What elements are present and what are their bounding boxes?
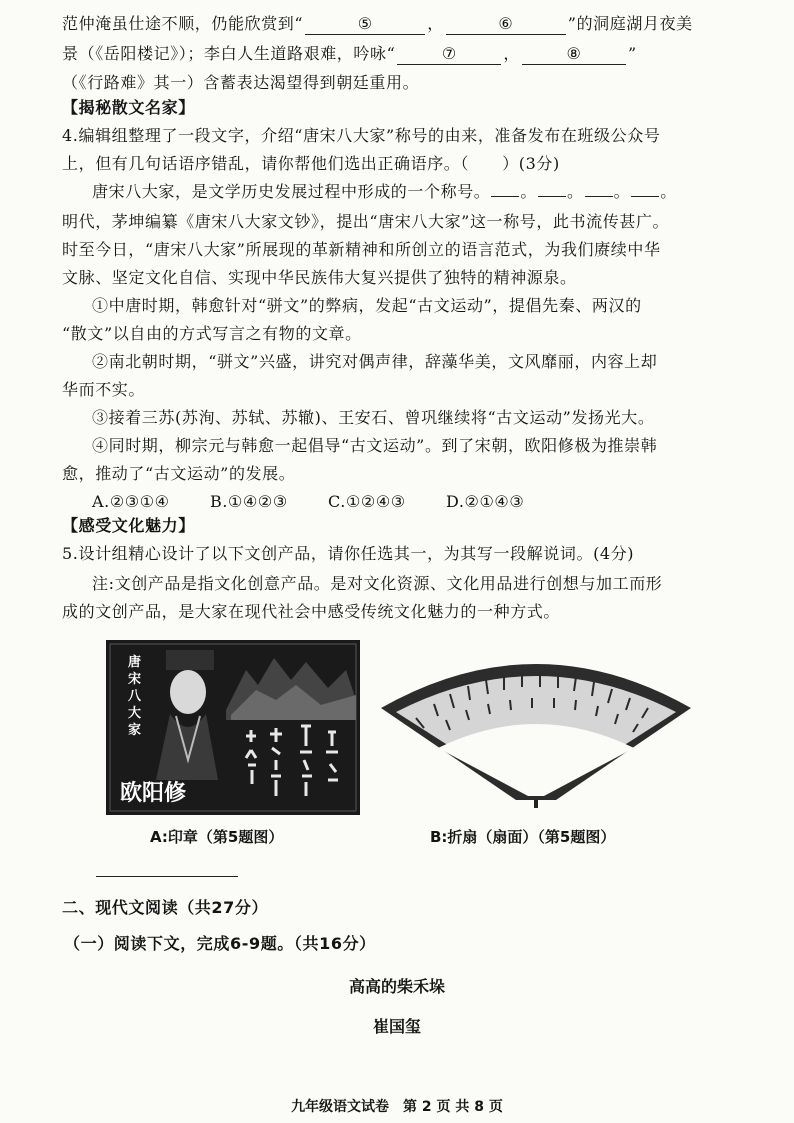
section-heading: 【感受文化魅力】 [62, 516, 195, 535]
option-b: B.①④②③ [210, 492, 288, 511]
question-5: 5.设计组精心设计了以下文创产品，请你任选其一，为其写一段解说词。(4分) [62, 544, 635, 563]
divider [96, 876, 238, 877]
sentence-1-cont: “散文”以自由的方式写言之有物的文章。 [62, 324, 362, 343]
question-4: 4.编辑组整理了一段文字，介绍“唐宋八大家”称号的由来，准备发布在班级公众号 [62, 126, 661, 145]
text-line: 景（《岳阳楼记》）；李白人生道路艰难，吟咏“ ⑦ ， ⑧ ” [62, 44, 637, 63]
question-4-line2: 上，但有几句话语序错乱，请你帮他们选出正确语序。（ ）(3分) [62, 154, 560, 173]
fan-image [376, 640, 696, 808]
sentence-4-cont: 愈，推动了“古文运动”的发展。 [62, 464, 296, 483]
note-line: 成的文创产品，是大家在现代社会中感受传统文化魅力的一种方式。 [62, 602, 561, 621]
text-line: 范仲淹虽仕途不顺，仍能欣赏到“ ⑤ ， ⑥ ”的洞庭湖月夜美 [62, 14, 693, 33]
sentence-4: ④同时期，柳宗元与韩愈一起倡导“古文运动”。到了宋朝，欧阳修极为推崇韩 [92, 436, 658, 455]
sentence-3: ③接着三苏(苏洵、苏轼、苏辙)、王安石、曾巩继续将“古文运动”发扬光大。 [92, 408, 655, 427]
sentence-1: ①中唐时期，韩愈针对“骈文”的弊病，发起“古文运动”，提倡先秦、两汉的 [92, 296, 642, 315]
answer-options [92, 492, 754, 512]
passage-line: 明代，茅坤编纂《唐宋八大家文钞》，提出“唐宋八大家”这一称号，此书流传甚广。 [62, 212, 670, 231]
page-footer: 九年级语文试卷 第 2 页 共 8 页 [291, 1099, 503, 1115]
option-c: C.①②④③ [328, 492, 406, 511]
blank-6: ⑥ [446, 14, 566, 35]
seal-name: 欧阳修 [120, 781, 187, 806]
seal-vertical-title: 唐宋八大家 [128, 655, 142, 738]
seal-image [106, 640, 360, 815]
blank-7: ⑦ [397, 44, 501, 65]
subsection-heading: （一）阅读下文，完成6-9题。（共16分） [64, 934, 376, 953]
passage-line: 唐宋八大家，是文学历史发展过程中形成的一个称号。 。 。 。 。 [92, 182, 677, 201]
caption-b: B:折扇（扇面）（第5题图） [430, 828, 616, 846]
part-2-heading: 二、现代文阅读（共27分） [62, 898, 269, 917]
note-line: 注:文创产品是指文化创意产品。是对文化资源、文化用品进行创想与加工而形 [92, 574, 663, 593]
text-line: （《行路难》其一）含蓄表达渴望得到朝廷重用。 [62, 73, 420, 92]
caption-a: A:印章（第5题图） [150, 828, 284, 846]
passage-line: 文脉、坚定文化自信、实现中华民族伟大复兴提供了独特的精神源泉。 [62, 268, 577, 287]
option-a: A.②③①④ [92, 492, 170, 511]
sentence-2-cont: 华而不实。 [62, 380, 146, 399]
blank-5: ⑤ [305, 14, 425, 35]
essay-author: 崔国玺 [372, 1017, 421, 1036]
option-d: D.②①④③ [446, 492, 525, 511]
essay-title: 高高的柴禾垛 [348, 977, 445, 996]
sentence-2: ②南北朝时期，“骈文”兴盛，讲究对偶声律，辞藻华美，文风靡丽，内容上却 [92, 352, 658, 371]
passage-line: 时至今日，“唐宋八大家”所展现的革新精神和所创立的语言范式，为我们赓续中华 [62, 240, 661, 259]
blank-8: ⑧ [522, 44, 626, 65]
section-heading: 【揭秘散文名家】 [62, 98, 195, 117]
